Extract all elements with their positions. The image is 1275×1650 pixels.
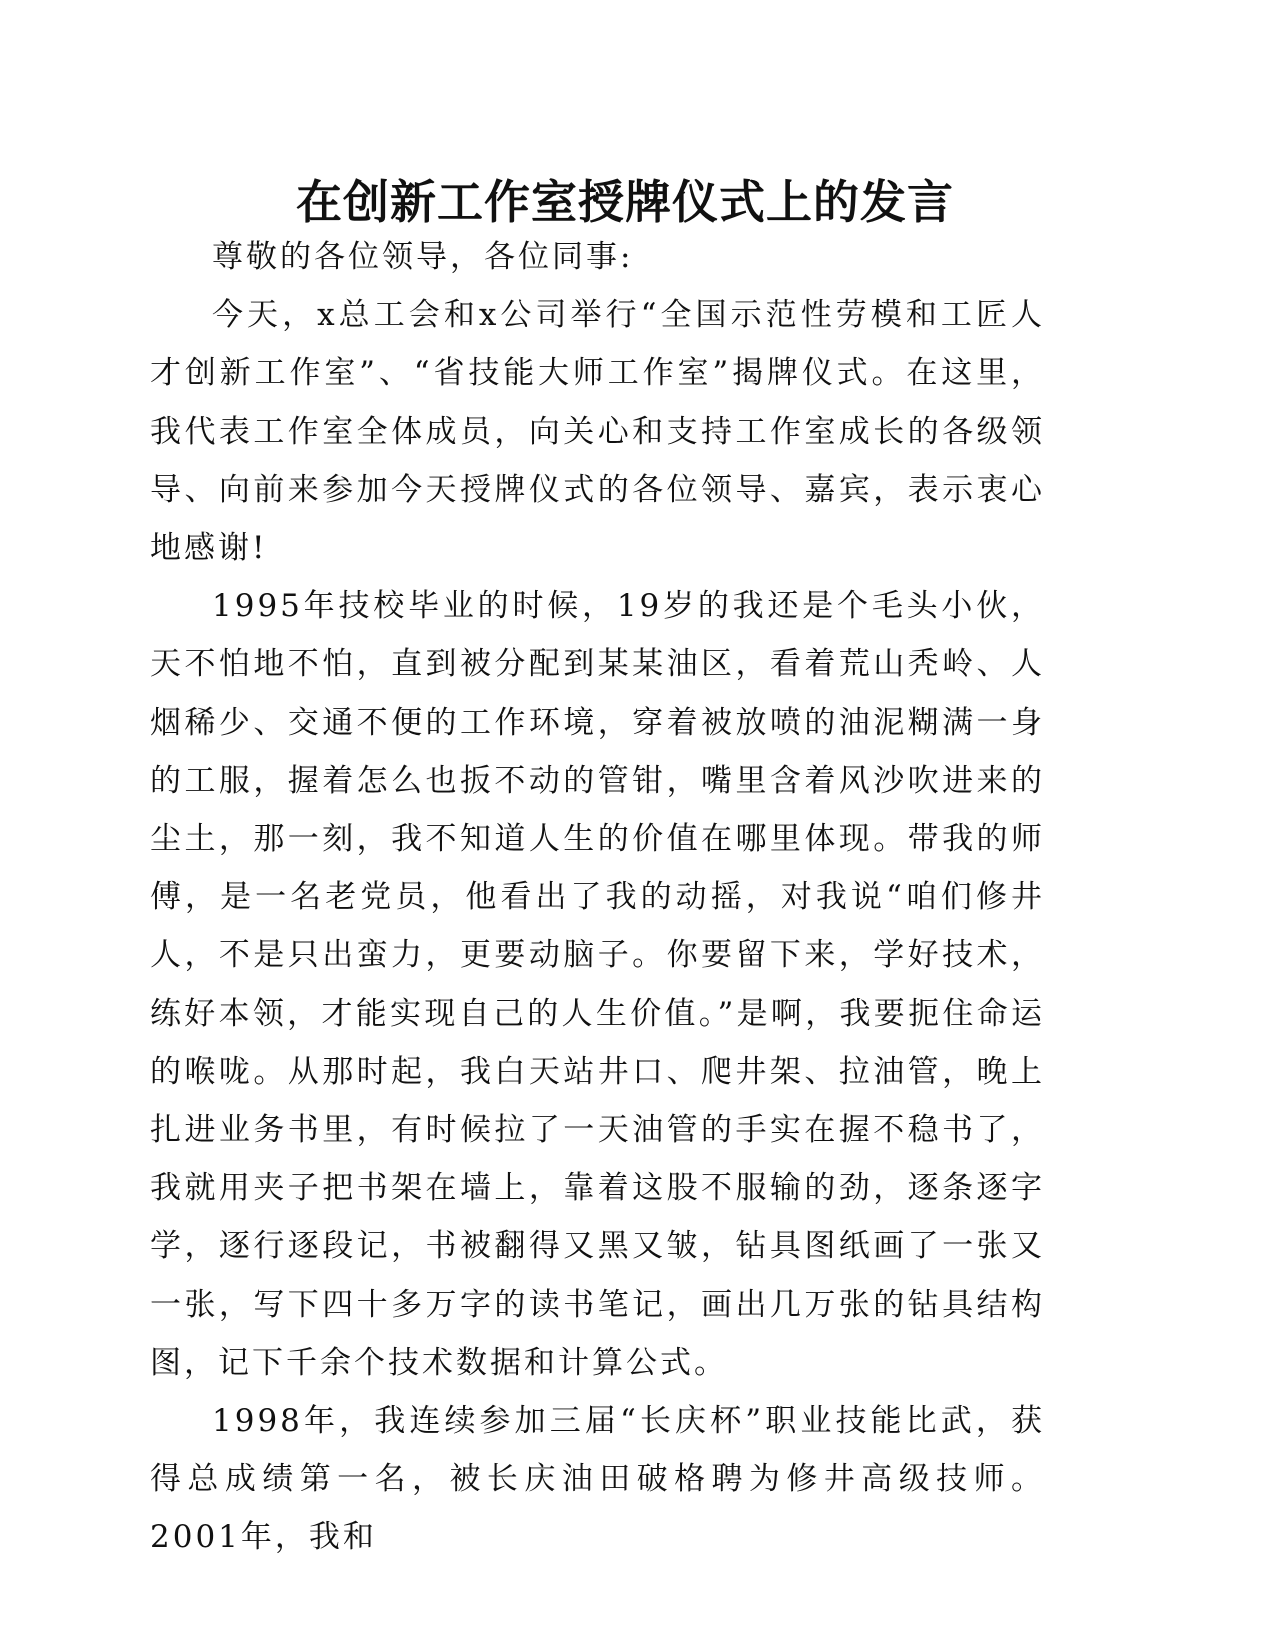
paragraph-greeting: 尊敬的各位领导，各位同事: bbox=[212, 239, 634, 275]
paragraph-opening: 今天，x总工会和x公司举行“全国示范性劳模和工匠人才创新工作室”、“省技能大师工作室”揭牌仪式。在这里，我代表工作室全体成员，向关心和支持工作室成长的各级领导、向前来参加今天授牌仪式的各位领导、嘉宾，表示衷心地感谢! bbox=[150, 297, 1045, 567]
paragraph-1998-story: 1998年，我连续参加三届“长庆杯”职业技能比武，获得总成绩第一名，被长庆油田破格聘为修井高级技师。2001年，我和 bbox=[150, 1403, 1045, 1556]
paragraph-1995-story: 1995年技校毕业的时候，19岁的我还是个毛头小伙，天不怕地不怕，直到被分配到某某油区，看着荒山秃岭、人烟稀少、交通不便的工作环境，穿着被放喷的油泥糊满一身的工服，握着怎么也扳不动的管钳，嘴里含着风沙吹进来的尘土，那一刻，我不知道人生的价值在哪里体现。带我的师傅，是一名老党员，他看出了我的动摇，对我说“咱们修井人，不是只出蛮力，更要动脑子。你要留下来，学好技术，练好本领，才能实现自己的人生价值。”是啊，我要扼住命运的喉咙。从那时起，我白天站井口、爬井架、拉油管，晚上扎进业务书里，有时候拉了一天油管的手实在握不稳书了，我就用夹子把书架在墙上，靠着这股不服输的劲，逐条逐字学，逐行逐段记，书被翻得又黑又皱，钻具图纸画了一张又一张，写下四十多万字的读书笔记，画出几万张的钻具结构图，记下千余个技术数据和计算公式。 bbox=[150, 588, 1045, 1381]
document-body bbox=[150, 228, 1045, 1567]
document-title: 在创新工作室授牌仪式上的发言 bbox=[296, 175, 954, 229]
